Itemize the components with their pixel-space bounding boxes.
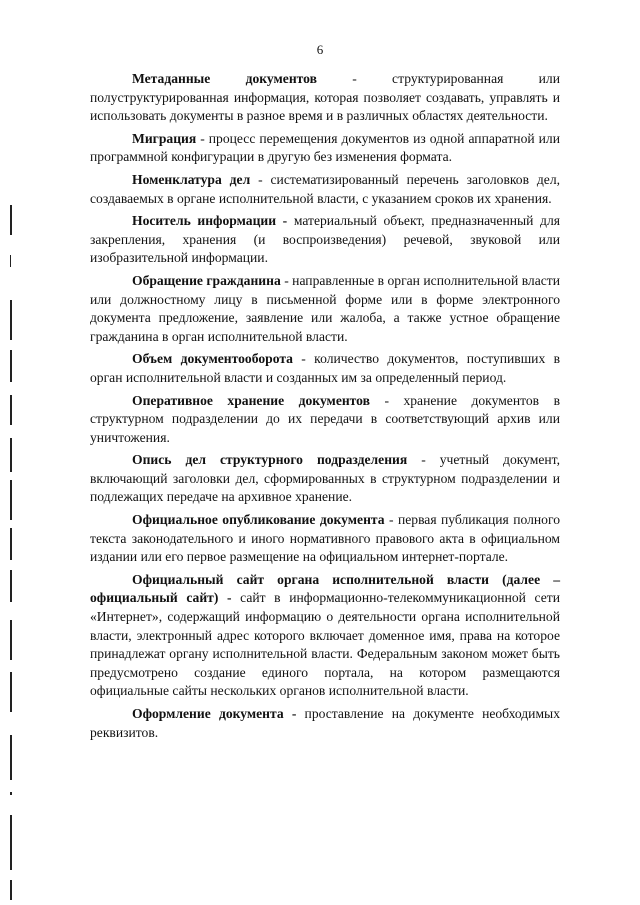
margin-mark [10,480,12,520]
definitions-list [90,70,560,746]
definition-text: - учетный документ, включающий заголовки дел, сформированных в структурном подразделении и подлежащих передаче на архивное хранение. [90,452,560,505]
margin-mark [10,620,12,660]
definition-text: - направленные в орган исполнительной власти или должностному лицу в письменной форме или в форме электронного документа предложение, заявление или жалоба, а также устное обращение гражданина в орган исполнительной власти. [90,272,560,344]
definition-entry [90,451,560,507]
definition-entry [90,70,560,126]
margin-mark [10,880,12,900]
definition-text: - структурированная или полуструктурированная информация, которая позволяет создавать, управлять и использовать документы в разное время и в различных областях деятельности. [90,71,560,124]
definition-entry [90,130,560,167]
definition-entry [90,571,560,701]
definition-text: - процесс перемещения документов из одной аппаратной или программной конфигурации в другую без изменения формата. [90,130,560,165]
term: Официальный сайт органа исполнительной власти (далее – официальный сайт) - [90,571,560,606]
definition-entry [90,392,560,448]
definition-text: - первая публикация полного текста законодательного и иного нормативного правового акта в официальном издании или его первое размещение на официальном интернет-портале. [90,512,561,565]
term: Метаданные документов [132,71,317,86]
definition-text: - систематизированный перечень заголовков дел, создаваемых в органе исполнительной власти, с указанием сроков их хранения. [90,171,561,206]
margin-mark [10,672,12,712]
definition-text: проставление на документе необходимых реквизитов. [90,706,560,740]
definition-entry [90,212,560,268]
margin-mark [10,395,12,425]
definition-entry [90,511,560,567]
margin-mark [10,438,12,472]
margin-mark [10,300,12,340]
term: Объем документооборота [132,351,293,367]
definition-text: - хранение документов в структурном подразделении до их передачи в соответствующий архив или уничтожения. [90,392,560,445]
margin-mark [10,528,12,560]
term: Носитель информации - [132,213,288,229]
definition-text: - количество документов, поступивших в орган исполнительной власти и созданных им за определенный период. [90,351,561,385]
term: Миграция [132,130,197,146]
margin-mark [10,570,12,602]
definition-entry [90,272,560,346]
margin-mark [10,350,12,382]
term: Официальное опубликование документа [132,512,385,528]
definition-text: материальный объект, предназначенный для закрепления, хранения (и воспроизведения) речевой, звуковой или изобразительной информации. [90,213,560,266]
margin-mark [10,792,12,795]
term: Номенклатура дел [132,171,251,187]
margin-mark [10,735,12,780]
definition-entry [90,171,560,208]
term: Оформление документа - [132,706,297,721]
page-number: 6 [316,42,324,57]
definition-entry [90,350,560,387]
term: Опись дел структурного подразделения [132,452,408,468]
definition-text: сайт в информационно-телекоммуникационной сети «Интернет», содержащий информацию о деятельности органа исполнительной власти, электронный адрес которого включает доменное имя, права на которое принадлежат органу исполнительной власти. Федеральным законом может быть предусмотрено создание единого портала, на котором размещаются официальные сайты нескольких органов исполнительной власти. [90,590,560,699]
margin-mark [10,205,12,235]
term: Оперативное хранение документов [132,392,370,408]
margin-mark [10,815,12,870]
margin-mark [10,255,11,267]
term: Обращение гражданина [132,272,281,288]
definition-entry [90,705,560,742]
